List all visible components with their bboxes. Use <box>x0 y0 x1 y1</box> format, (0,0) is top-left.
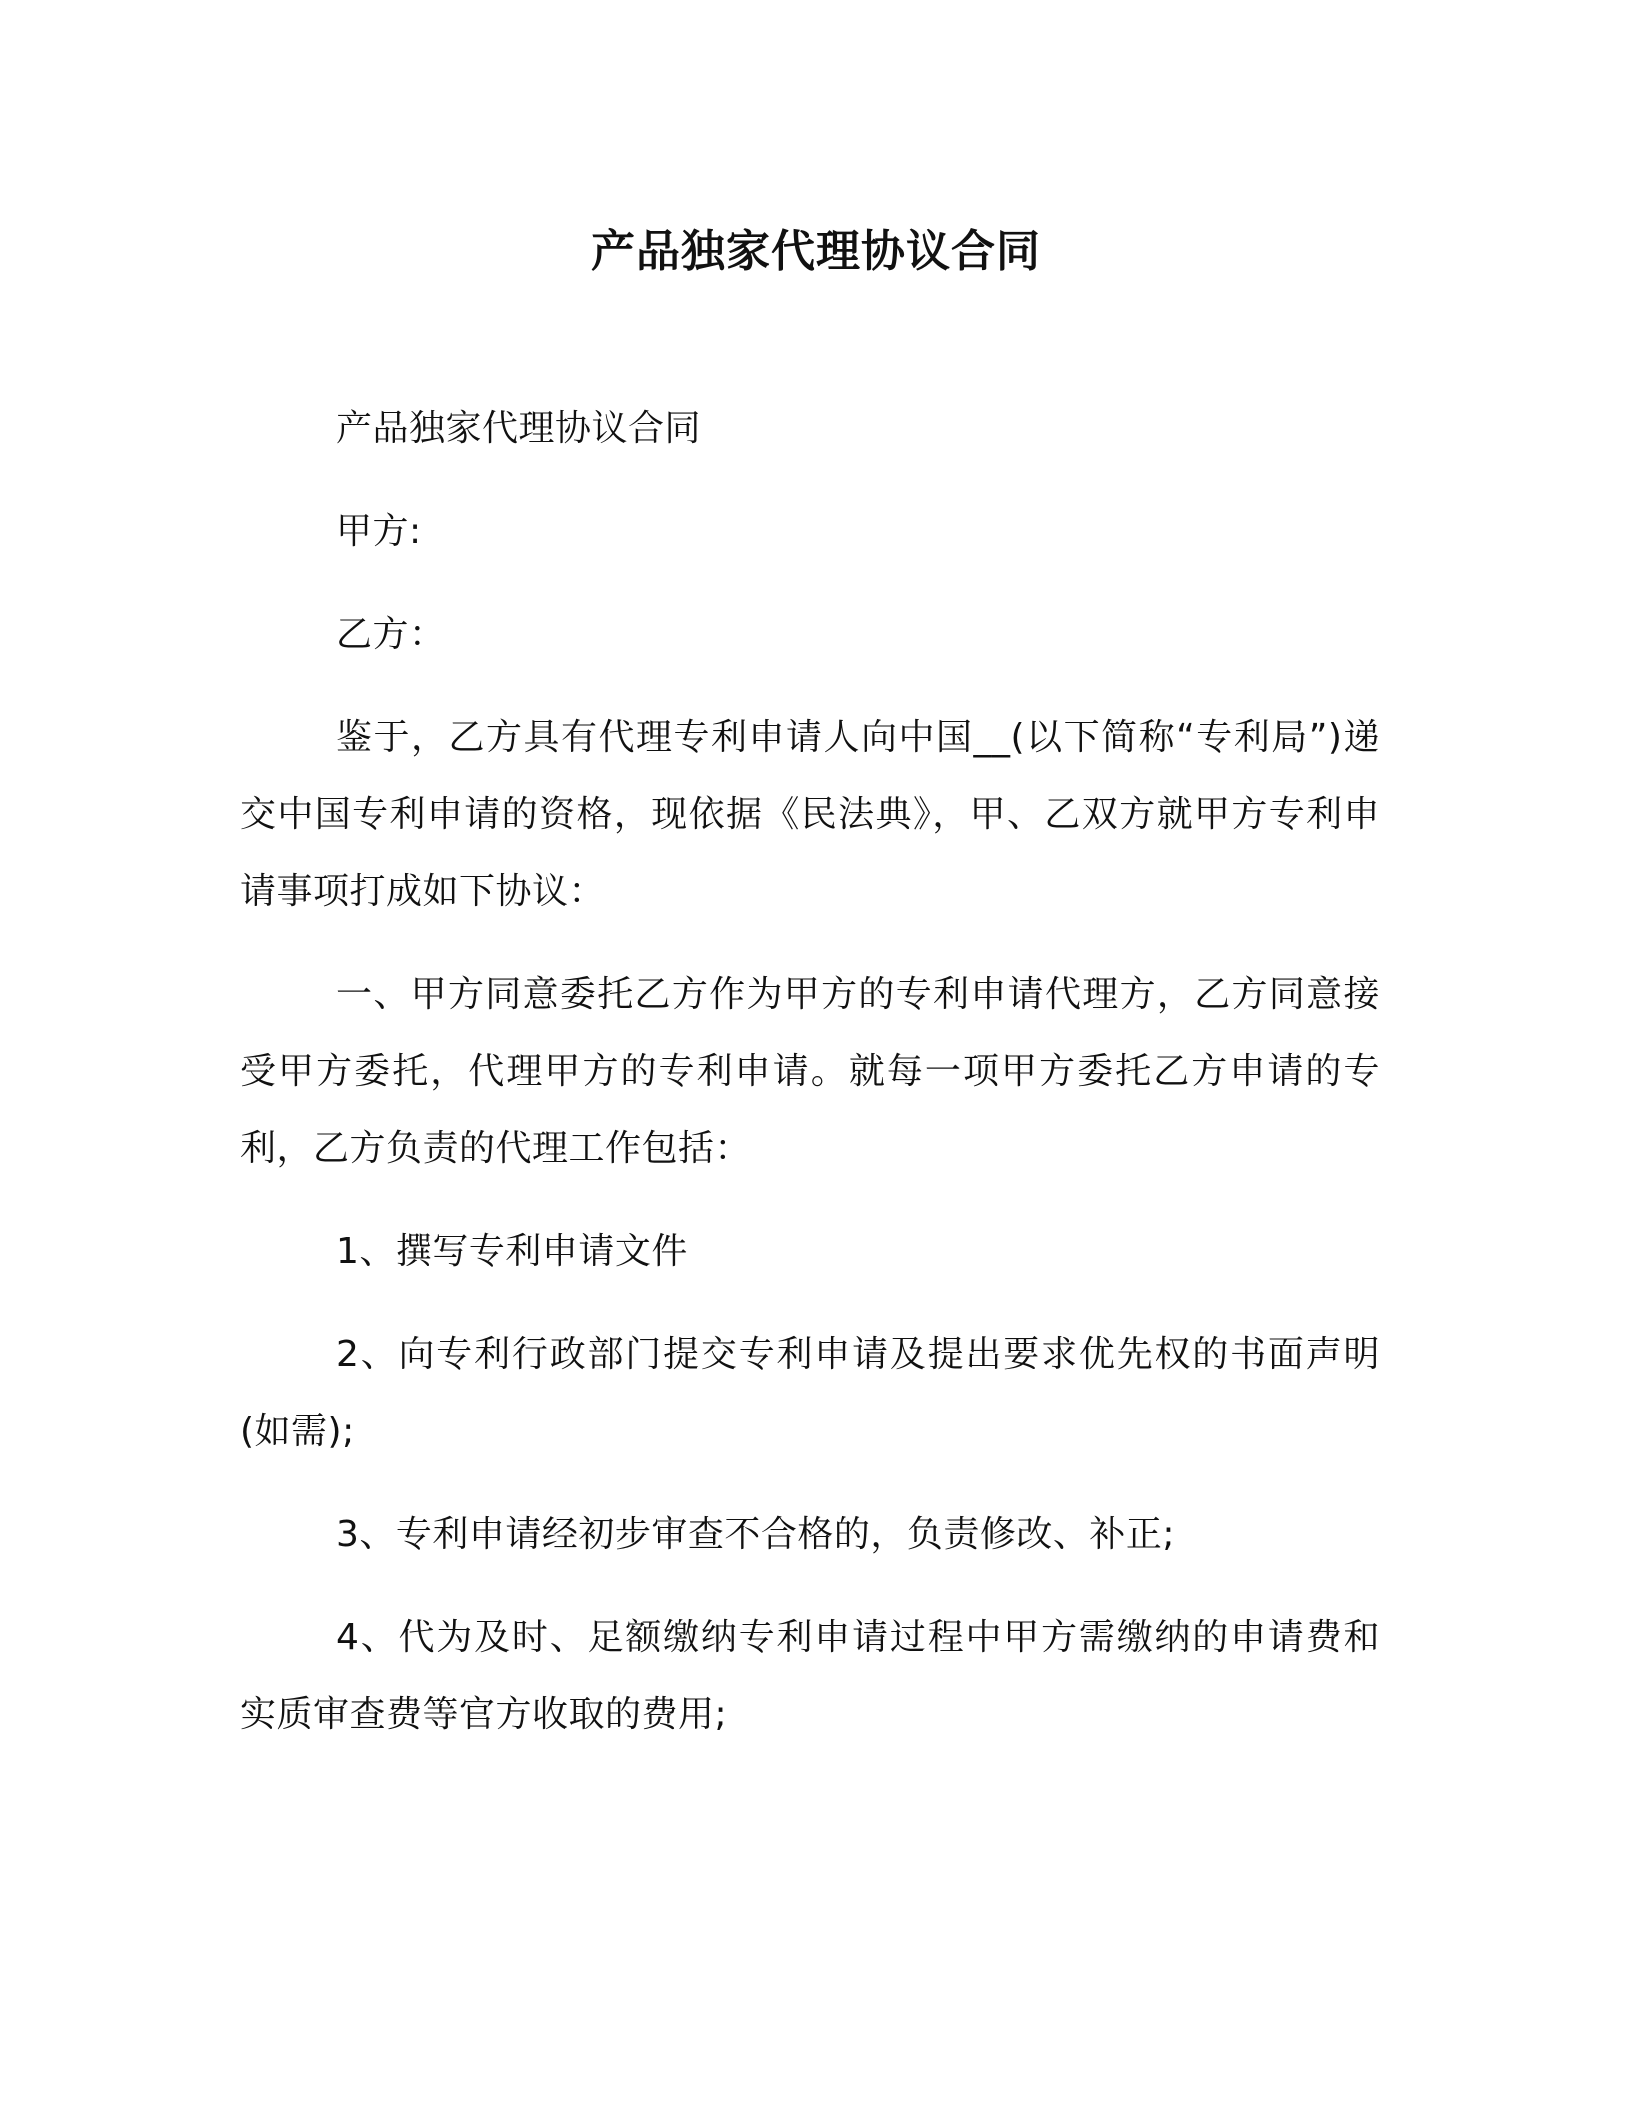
paragraph-whereas: 鉴于，乙方具有代理专利申请人向中国__(以下简称“专利局”)递交中国专利申请的资格，现依据《民法典》，甲、乙双方就甲方专利申请事项打成如下协议： <box>240 717 1380 912</box>
paragraph-item-2: 2、向专利行政部门提交专利申请及提出要求优先权的书面声明(如需); <box>240 1334 1380 1452</box>
paragraph-item-1: 1、撰写专利申请文件 <box>336 1231 688 1272</box>
document-body <box>240 390 1380 1779</box>
paragraph-subtitle: 产品独家代理协议合同 <box>336 408 702 449</box>
paragraph-clause-1: 一、甲方同意委托乙方作为甲方的专利申请代理方，乙方同意接受甲方委托，代理甲方的专利申请。就每一项甲方委托乙方申请的专利，乙方负责的代理工作包括： <box>240 974 1380 1169</box>
paragraph-party-a: 甲方: <box>336 511 422 552</box>
paragraph-item-3: 3、专利申请经初步审查不合格的，负责修改、补正; <box>336 1514 1176 1555</box>
paragraph-party-b: 乙方： <box>336 614 446 655</box>
document-title: 产品独家代理协议合同 <box>591 226 1041 277</box>
paragraph-item-4: 4、代为及时、足额缴纳专利申请过程中甲方需缴纳的申请费和实质审查费等官方收取的费用; <box>240 1617 1380 1735</box>
